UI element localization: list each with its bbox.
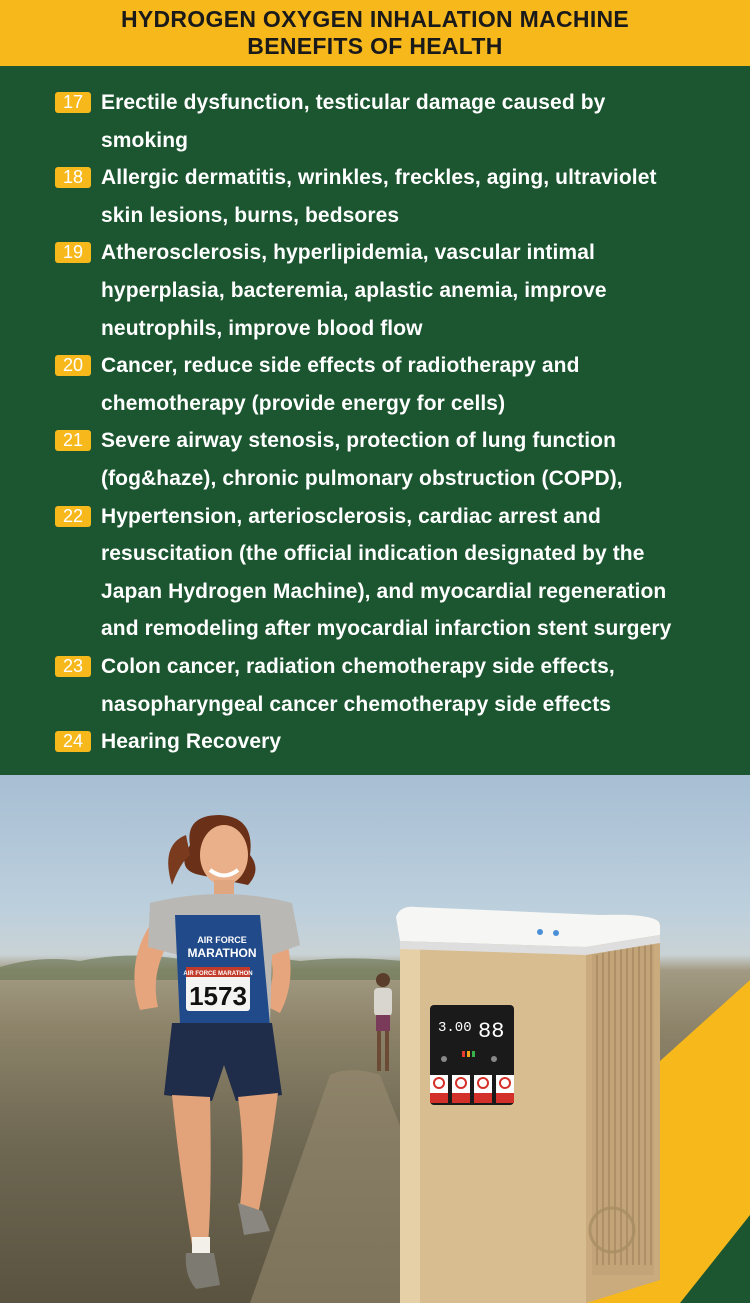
benefit-text-line: hyperplasia, bacteremia, aplastic anemia, improve xyxy=(101,278,607,302)
benefit-text-line: Colon cancer, radiation chemotherapy side effects, xyxy=(101,654,615,678)
shirt-text-line-1: AIR FORCE xyxy=(197,935,247,945)
benefit-number-badge: 18 xyxy=(55,167,91,188)
benefit-text-line: Hearing Recovery xyxy=(101,730,282,754)
benefit-text xyxy=(101,422,623,497)
benefit-text xyxy=(101,234,607,347)
benefit-item xyxy=(0,648,750,723)
benefit-text xyxy=(101,159,657,234)
benefit-number-badge: 24 xyxy=(55,731,91,752)
benefit-text xyxy=(101,723,281,761)
benefit-number-badge: 19 xyxy=(55,242,91,263)
runner-and-machine-illustration xyxy=(0,775,750,1303)
hydrogen-machine xyxy=(396,907,660,1303)
benefit-number-badge: 20 xyxy=(55,355,91,376)
benefit-text-line: chemotherapy (provide energy for cells) xyxy=(101,391,506,415)
benefit-text-line: and remodeling after myocardial infarction stent surgery xyxy=(101,617,672,641)
display-left-readout: 3.00 xyxy=(438,1020,472,1036)
benefit-number-badge: 17 xyxy=(55,92,91,113)
benefit-text-line: Severe airway stenosis, protection of lung function xyxy=(101,429,617,453)
shirt-text-line-2: MARATHON xyxy=(187,946,257,960)
runner xyxy=(134,815,300,1289)
display-right-readout: 88 xyxy=(478,1019,505,1044)
benefit-item xyxy=(0,422,750,497)
page-header xyxy=(0,0,750,66)
benefit-text xyxy=(101,347,580,422)
benefit-text-line: neutrophils, improve blood flow xyxy=(101,316,423,340)
benefit-text-line: Erectile dysfunction, testicular damage caused by xyxy=(101,91,606,114)
benefit-item xyxy=(0,159,750,234)
product-photo xyxy=(0,775,750,1303)
bib-header-text: AIR FORCE MARATHON xyxy=(183,971,253,977)
benefit-number-badge: 22 xyxy=(55,506,91,527)
benefit-text-line: (fog&haze), chronic pulmonary obstruction (COPD), xyxy=(101,466,623,490)
benefit-number-badge: 21 xyxy=(55,430,91,451)
benefit-text-line: resuscitation (the official indication designated by the xyxy=(101,542,645,566)
benefit-text-line: nasopharyngeal cancer chemotherapy side effects xyxy=(101,692,612,716)
benefit-item xyxy=(0,347,750,422)
benefits-list xyxy=(0,66,750,775)
benefit-item xyxy=(0,498,750,648)
benefit-text xyxy=(101,648,615,723)
background-runner xyxy=(374,973,392,1071)
benefit-text-line: Japan Hydrogen Machine), and myocardial regeneration xyxy=(101,579,667,603)
benefit-text xyxy=(101,498,671,648)
benefit-text-line: Cancer, reduce side effects of radiotherapy and xyxy=(101,354,580,378)
bib-number: 1573 xyxy=(189,981,247,1011)
header-title-line-1: HYDROGEN OXYGEN INHALATION MACHINE xyxy=(120,6,630,32)
benefit-text xyxy=(101,84,605,159)
benefit-text-line: Hypertension, arteriosclerosis, cardiac arrest and xyxy=(101,504,601,528)
benefit-item xyxy=(0,84,750,159)
benefit-text-line: skin lesions, burns, bedsores xyxy=(101,203,400,227)
benefit-item xyxy=(0,723,750,761)
benefit-number-badge: 23 xyxy=(55,656,91,677)
header-title-line-2: BENEFITS OF HEALTH xyxy=(247,33,503,59)
benefit-text-line: Atherosclerosis, hyperlipidemia, vascular intimal xyxy=(101,241,595,265)
benefit-item xyxy=(0,234,750,347)
benefit-text-line: Allergic dermatitis, wrinkles, freckles, aging, ultraviolet xyxy=(101,166,657,190)
benefit-text-line: smoking xyxy=(101,128,189,152)
